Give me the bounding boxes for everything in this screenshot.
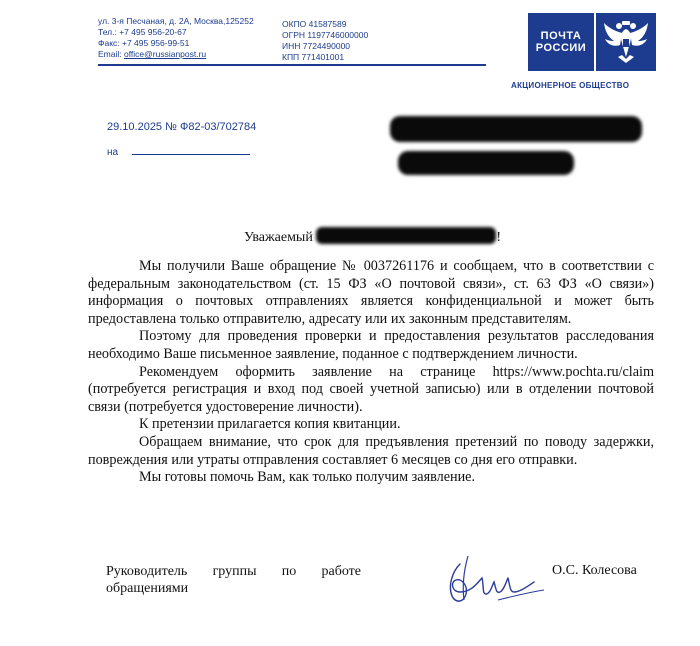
- company-email-row: [98, 49, 254, 60]
- email-label: Email:: [98, 49, 124, 59]
- redacted-recipient-greeting-name: [316, 227, 496, 244]
- logo-wordmark: [528, 13, 594, 71]
- company-fax: Факс: +7 495 956-99-51: [98, 38, 190, 48]
- company-email-link[interactable]: office@russianpost.ru: [123, 49, 207, 59]
- letter-body: [88, 258, 654, 487]
- paragraph-6: Мы готовы помочь Вам, как только получим заявление.: [139, 469, 476, 486]
- reference-label: на: [107, 147, 119, 158]
- company-address-block: [98, 16, 254, 60]
- russian-post-logo: [528, 13, 656, 71]
- okpo-code: ОКПО 41587589: [282, 19, 347, 29]
- redacted-recipient-email: [398, 151, 574, 175]
- signatory-position: [106, 563, 361, 597]
- paragraph-4: К претензии прилагается копия квитанции.: [139, 416, 401, 433]
- greeting-suffix: !: [496, 230, 502, 245]
- paragraph-3: Рекомендуем оформить заявление на странице https://www.pochta.ru/claim (потребуется регистрация и вход под своей учетной записью) или в отделении почтовой связи (потребуется удостоверение личности).: [88, 363, 654, 415]
- inn-code: ИНН 7724490000: [282, 41, 351, 51]
- paragraph-1: Мы получили Ваше обращение № 0037261176 и сообщаем, что в соответствии с федеральным законодательством (ст. 15 ФЗ «О почтовой связи», ст. 63 ФЗ «О связи») информация о почтовых отправлениях является конфиденциальной и может быть предоставлена только отправителю, адресату или их законным представителям.: [88, 258, 654, 327]
- redacted-recipient-name: [390, 116, 642, 142]
- ogrn-code: ОГРН 1197746000000: [282, 30, 369, 40]
- double-headed-eagle-icon: [596, 13, 656, 71]
- greeting-prefix: Уважаемый: [244, 230, 313, 245]
- reference-line: [107, 146, 250, 158]
- logo-line-2: РОССИИ: [535, 42, 587, 54]
- reference-blank: [132, 146, 250, 155]
- position-word-2: группы: [212, 564, 257, 579]
- registration-codes: [282, 19, 368, 63]
- handwritten-signature: [438, 552, 548, 610]
- greeting: [244, 227, 501, 246]
- logo-line-1: ПОЧТА: [540, 30, 582, 42]
- paragraph-5: Обращаем внимание, что срок для предъявления претензий по поводу задержки, повреждения или утраты отправления составляет 6 месяцев со дня его отправки.: [88, 433, 654, 468]
- paragraph-2: Поэтому для проведения проверки и предоставления результатов расследования необходимо Ваше письменное заявление, поданное с подтверждением личности.: [88, 328, 654, 362]
- company-address: ул. 3-я Песчаная, д. 2А, Москва,125252: [98, 16, 254, 26]
- position-word-1: Руководитель: [106, 564, 188, 579]
- position-word-3: по: [281, 564, 297, 579]
- company-phone: Тел.: +7 495 956-20-67: [98, 27, 187, 37]
- signatory-name: О.С. Колесова: [552, 563, 637, 578]
- document-date-number: 29.10.2025 № Ф82-03/702784: [107, 121, 257, 133]
- kpp-code: КПП 771401001: [282, 52, 345, 62]
- position-line-2: обращениями: [106, 581, 189, 596]
- company-type-label: АКЦИОНЕРНОЕ ОБЩЕСТВО: [511, 81, 630, 90]
- header-divider: [98, 64, 486, 66]
- position-word-4: работе: [321, 564, 361, 579]
- position-line-1: [106, 563, 361, 580]
